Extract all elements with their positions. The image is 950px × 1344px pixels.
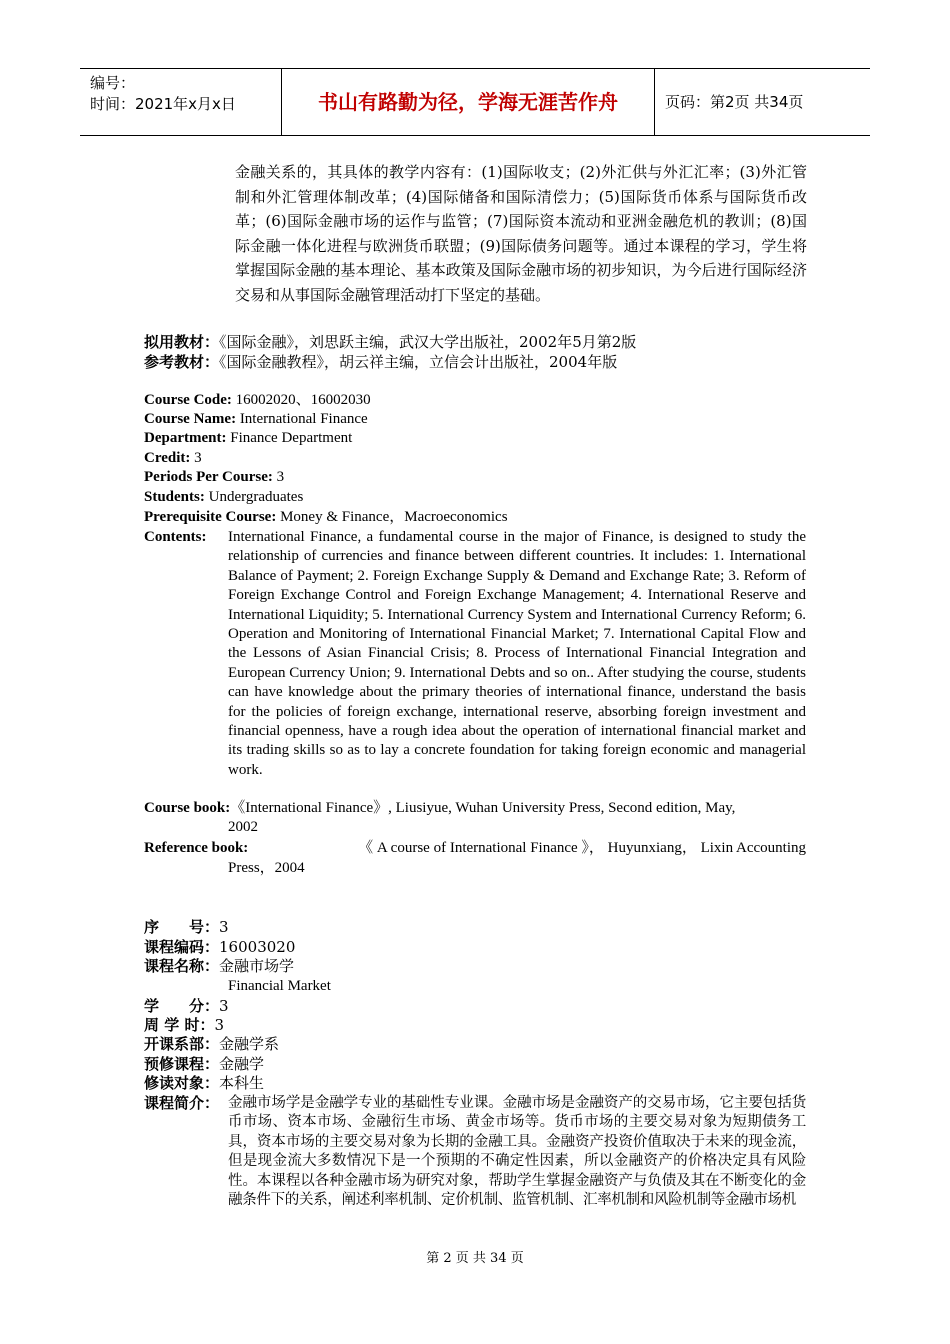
intro-paragraph: 金融关系的，其具体的教学内容有：(1)国际收支；(2)外汇供与外汇汇率；(3)外汇管制和外汇管理体制改革；(4)国际储备和国际清偿力；(5)国际货币体系与国际货币改革；(6)国际金融市场的运作与监管；(7)国际资本流动和亚洲金融危机的教训；(8)国际金融一体化进程与欧洲货币联盟；(9)国际债务问题等。通过本课程的学习，学生将掌握国际金融的基本理论、基本政策及国际金融市场的初步知识，为今后进行国际经济交易和从事国际金融管理活动打下坚定的基础。 [235, 163, 807, 304]
main-textbook [144, 333, 636, 353]
course3-hours-label: 周 学 时： [144, 1016, 215, 1034]
course3-code [144, 938, 295, 958]
header-page-info: 页码：第2页 共34页 [665, 93, 804, 111]
reference-book-line2: Press，2004 [228, 860, 305, 876]
reference-book-label: Reference book: [144, 840, 249, 856]
reference-textbook-label: 参考教材： [144, 353, 220, 371]
course3-seq-value: 3 [219, 918, 229, 936]
course3-code-value: 16003020 [219, 938, 296, 956]
course3-credit [144, 997, 229, 1017]
course3-name-label: 课程名称： [144, 957, 220, 975]
course3-target-label: 修读对象： [144, 1074, 220, 1092]
document-number: 编号： [90, 74, 136, 92]
department-label: Department: [144, 430, 227, 446]
course-name [144, 410, 368, 430]
department [144, 429, 352, 449]
course3-seq-label: 序 号： [144, 918, 220, 936]
students [144, 488, 303, 508]
course3-code-label: 课程编码： [144, 938, 220, 956]
course3-name-en: Financial Market [228, 978, 331, 994]
course-code [144, 391, 371, 411]
course-code-value: 16002020、16002030 [231, 392, 371, 408]
page-footer: 第 2 页 共 34 页 [426, 1251, 524, 1266]
students-value: Undergraduates [204, 489, 304, 505]
students-label: Students: [144, 489, 205, 505]
header-meta [80, 69, 282, 135]
credit-label: Credit: [144, 450, 191, 466]
course3-target-value: 本科生 [219, 1074, 265, 1092]
contents-text: International Finance, a fundamental course in the major of Finance, is designed to study the relationship of currencies and finance between different countries. It includes: 1. International Balance of Payment; 2. Foreign Exchange Supply & Demand and Exchange Rate; 3. Reform of Foreign Exchange Control and Foreign Exchange Management; 4. International Reserve and International Liquidity; 5. International Currency System and International Currency Reform; 6. Operation and Monitoring of International Financial Market; 7. International Capital Flow and the Lessons of Asian Financial Crisis; 8. Process of International Financial Integration and European Currency Union; 9. International Debts and so on.. After studying the course, students can have knowledge about the primary theories of international finance, understand the basis for the policies of foreign exchange, international reserve, absorbing foreign investment and financial openness, have a rough idea about the operation of international financial market and its trading skills so as to lay a concrete foundation for taking foreign economic and managerial work. [228, 529, 806, 778]
course3-dept-label: 开课系部： [144, 1035, 220, 1053]
course-name-label: Course Name: [144, 411, 237, 427]
periods-label: Periods Per Course: [144, 469, 273, 485]
periods [144, 468, 284, 488]
reference-textbook-value: 《国际金融教程》，胡云祥主编，立信会计出版社，2004年版 [219, 353, 618, 371]
contents-label-row [144, 528, 207, 548]
course3-target [144, 1074, 264, 1094]
course-name-value: International Finance [236, 411, 368, 427]
course3-prereq-value: 金融学 [219, 1055, 265, 1073]
course3-credit-label: 学 分： [144, 997, 220, 1015]
reference-book [144, 839, 806, 859]
course3-seq [144, 918, 229, 938]
course3-credit-value: 3 [219, 997, 229, 1015]
course3-intro-text: 金融市场学是金融学专业的基础性专业课。金融市场是金融资产的交易市场，它主要包括货币市场、资本市场、金融衍生市场、黄金市场等。货币市场的主要交易对象为短期债务工具，资本市场的主要交易对象为长期的金融工具。金融资产投资价值取决于未来的现金流，但是现金流大多数情况下是一个预期的不确定性因素，所以金融资产的价格决定具有风险性。本课程以各种金融市场为研究对象，帮助学生掌握金融资产与负债及其在不断变化的金融条件下的关系，阐述利率机制、定价机制、监管机制、汇率机制和风险机制等金融市场机 [228, 1095, 806, 1209]
reference-book-line1: 《 A course of International Finance 》， Huyunxiang， Lixin Accounting [358, 840, 806, 856]
course-book-label: Course book: [144, 800, 231, 816]
course3-hours [144, 1016, 224, 1036]
header-motto: 书山有路勤为径，学海无涯苦作舟 [282, 69, 655, 135]
course3-dept-value: 金融学系 [219, 1035, 280, 1053]
course3-name [144, 957, 294, 977]
main-textbook-value: 《国际金融》，刘思跃主编，武汉大学出版社，2002年5月第2版 [219, 333, 637, 351]
course3-hours-value: 3 [214, 1016, 224, 1034]
periods-value: 3 [272, 469, 285, 485]
course3-name-value: 金融市场学 [219, 957, 295, 975]
credit-value: 3 [190, 450, 202, 466]
credit [144, 449, 202, 469]
prerequisite-label: Prerequisite Course: [144, 509, 277, 525]
prerequisite-value: Money & Finance，Macroeconomics [276, 509, 508, 525]
course-code-label: Course Code: [144, 392, 232, 408]
department-value: Finance Department [226, 430, 353, 446]
course3-intro-label: 课程简介： [144, 1094, 220, 1112]
course3-dept [144, 1035, 279, 1055]
prerequisite [144, 508, 508, 528]
reference-textbook [144, 353, 617, 373]
page-header [80, 68, 870, 136]
document-time: 时间：2021年x月x日 [90, 95, 236, 113]
course-book-line1: 《International Finance》, Liusiyue, Wuhan University Press, Second edition, May, [230, 800, 736, 816]
course3-prereq-label: 预修课程： [144, 1055, 220, 1073]
course-book-line2: 2002 [228, 819, 258, 835]
course3-prereq [144, 1055, 264, 1075]
contents-label: Contents: [144, 529, 207, 545]
course3-intro-label-row [144, 1094, 219, 1114]
course-book [144, 799, 735, 819]
main-textbook-label: 拟用教材： [144, 333, 220, 351]
